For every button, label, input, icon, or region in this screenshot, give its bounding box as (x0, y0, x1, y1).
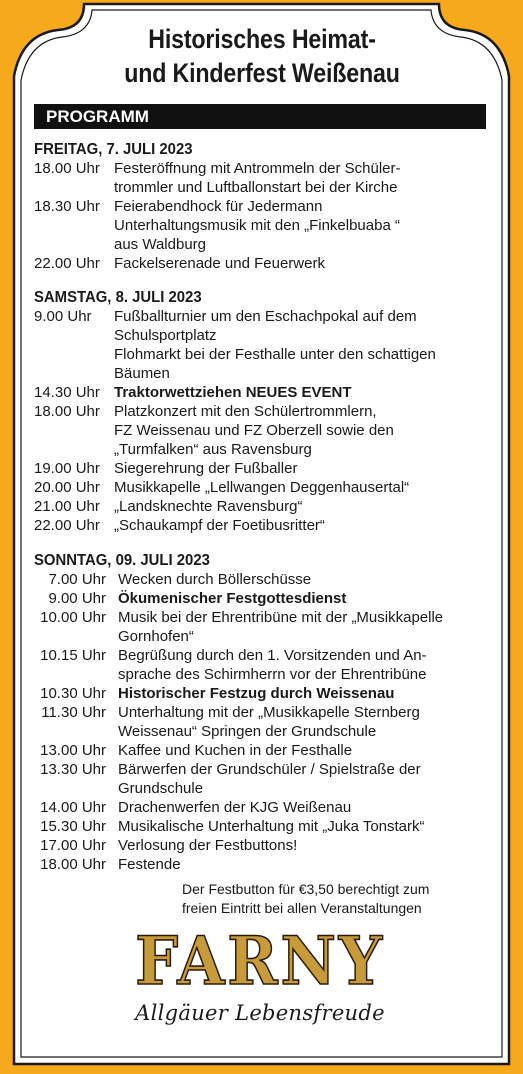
event-time: 15.30 Uhr (40, 818, 106, 835)
farny-logo (120, 922, 400, 1037)
event-row (34, 402, 490, 459)
friday-heading: FREITAG, 7. JULI 2023 (34, 141, 193, 158)
program-panel (30, 22, 494, 1052)
sunday-heading: SONNTAG, 09. JULI 2023 (34, 552, 210, 569)
event-description: Begrüßung durch den 1. Vorsitzenden und An- sprache des Schirmherrn vor der Ehrentribüne (118, 647, 427, 683)
event-description: Unterhaltung mit der „Musikkapelle Sternberg Weissenau“ Springen der Grundschule (118, 704, 420, 740)
event-time: 18.00 Uhr (40, 856, 106, 873)
event-time: 14.00 Uhr (40, 799, 106, 816)
event-time: 14.30 Uhr (34, 384, 100, 401)
event-row (34, 516, 490, 535)
event-description: Musikkapelle „Lellwangen Deggenhausertal“ (114, 479, 410, 496)
event-time: 9.00 Uhr (48, 590, 106, 607)
event-description: Fackelserenade und Feuerwerk (114, 255, 325, 272)
event-row (34, 570, 490, 589)
event-description: Musikalische Unterhaltung mit „Juka Tonstark“ (118, 818, 425, 835)
event-row (34, 646, 490, 684)
event-row (34, 760, 490, 798)
saturday-heading: SAMSTAG, 8. JULI 2023 (34, 289, 202, 306)
event-description: Bärwerfen der Grundschüler / Spielstraße der Grundschule (118, 761, 421, 797)
friday-events (34, 159, 490, 273)
event-description: Festeröffnung mit Antrommeln der Schüler- trommler und Luftballonstart bei der Kirche (114, 160, 401, 196)
event-description: Musik bei der Ehrentribüne mit der „Musikkapelle Gornhofen“ (118, 609, 444, 645)
event-time: 13.30 Uhr (40, 761, 106, 778)
event-time: 22.00 Uhr (34, 517, 100, 534)
event-time: 20.00 Uhr (34, 479, 100, 496)
event-description: Fußballturnier um den Eschachpokal auf dem Schulsportplatz Flohmarkt bei der Festhalle unter den schattigen Bäumen (114, 308, 436, 382)
event-row (34, 497, 490, 516)
event-time: 11.30 Uhr (41, 704, 106, 721)
sunday-events (34, 570, 490, 874)
event-time: 17.00 Uhr (40, 837, 106, 854)
event-time: 9.00 Uhr (34, 308, 92, 325)
event-description: „Landsknechte Ravensburg“ (114, 498, 303, 515)
event-description: Verlosung der Festbuttons! (118, 837, 298, 854)
event-description: Historischer Festzug durch Weissenau (118, 685, 395, 702)
event-row (34, 741, 490, 760)
event-row (34, 817, 490, 836)
event-time: 10.30 Uhr (40, 685, 106, 702)
event-row (34, 703, 490, 741)
event-time: 19.00 Uhr (34, 460, 100, 477)
title-line-1: Historisches Heimat- (148, 24, 376, 54)
festbutton-note: Der Festbutton für €3,50 berechtigt zum freien Eintritt bei allen Veranstaltungen (182, 881, 430, 916)
title-line-2: und Kinderfest Weißenau (124, 58, 400, 88)
event-description: Traktorwettziehen NEUES EVENT (114, 384, 352, 401)
event-time: 7.00 Uhr (48, 571, 106, 588)
program-bar: PROGRAMM (34, 104, 486, 129)
event-description: Siegerehrung der Fußballer (114, 460, 298, 477)
farny-tagline: Allgäuer Lebensfreude (135, 1001, 385, 1025)
event-row (34, 254, 490, 273)
event-time: 13.00 Uhr (40, 742, 106, 759)
event-row (34, 798, 490, 817)
event-time: 10.15 Uhr (40, 647, 106, 664)
event-time: 18.00 Uhr (34, 160, 100, 177)
event-row (34, 589, 490, 608)
event-row (34, 307, 490, 383)
event-description: Feierabendhock für Jedermann Unterhaltungsmusik mit den „Finkelbuaba “ aus Waldburg (114, 198, 400, 253)
event-row (34, 478, 490, 497)
event-row (34, 383, 490, 402)
event-description: „Schaukampf der Foetibusritter“ (114, 517, 325, 534)
event-description: Kaffee und Kuchen in der Festhalle (118, 742, 353, 759)
event-time: 18.30 Uhr (34, 198, 100, 215)
event-description: Platzkonzert mit den Schülertrommlern, FZ Weissenau und FZ Oberzell sowie den „Turmfalken“ aus Ravensburg (114, 403, 394, 458)
event-row (34, 684, 490, 703)
saturday-events (34, 307, 490, 535)
event-row (34, 159, 490, 197)
event-description: Ökumenischer Festgottesdienst (118, 590, 347, 607)
event-description: Wecken durch Böllerschüsse (118, 571, 312, 588)
event-description: Festende (118, 856, 181, 873)
event-time: 21.00 Uhr (34, 498, 100, 515)
event-time: 18.00 Uhr (34, 403, 100, 420)
event-row (34, 459, 490, 478)
event-row (34, 197, 490, 254)
event-time: 22.00 Uhr (34, 255, 100, 272)
farny-logo-wordmark: FARNY (135, 922, 385, 1000)
event-description: Drachenwerfen der KJG Weißenau (118, 799, 352, 816)
page-title (62, 22, 461, 90)
event-row (34, 855, 490, 874)
event-row (34, 836, 490, 855)
event-row (34, 608, 490, 646)
event-time: 10.00 Uhr (40, 609, 106, 626)
